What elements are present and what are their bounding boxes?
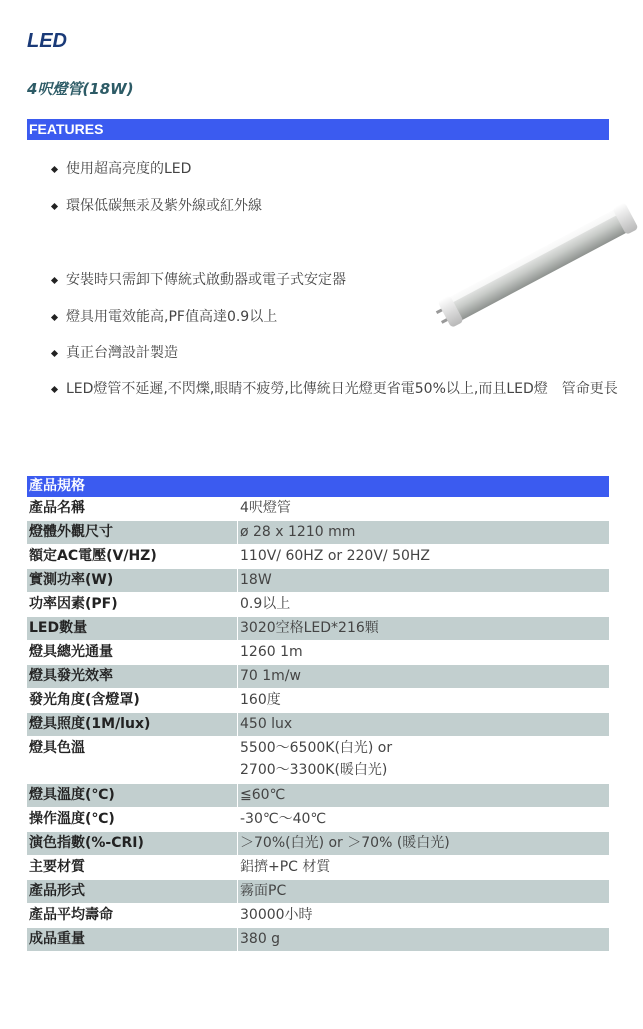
spec-value: 380 g [238, 928, 610, 952]
bullet-icon [51, 314, 58, 321]
page-title: LED [27, 30, 67, 52]
table-row [27, 928, 609, 952]
features-header: FEATURES [27, 119, 609, 140]
spec-value: 0.9以上 [238, 593, 610, 617]
spec-value: 18W [238, 569, 610, 593]
table-row [27, 521, 609, 545]
table-row [27, 737, 609, 784]
spec-value: 450 lux [238, 713, 610, 737]
spec-label: 產品名稱 [27, 497, 238, 521]
feature-text: 安裝時只需卸下傳統式啟動器或電子式安定器 [66, 272, 346, 288]
spec-value: 160度 [238, 689, 610, 713]
table-row [27, 545, 609, 569]
spec-label: 燈具色溫 [27, 737, 238, 784]
table-row [27, 689, 609, 713]
spec-label: 實測功率(W) [27, 569, 238, 593]
feature-text: 燈具用電效能高,PF值高達0.9以上 [66, 309, 278, 325]
spec-label: 發光角度(含燈罩) [27, 689, 238, 713]
spec-value: 鋁擠+PC 材質 [238, 856, 610, 880]
spec-value: ＞70%(白光) or ＞70% (暖白光) [238, 832, 610, 856]
spec-label: 操作溫度(℃) [27, 808, 238, 832]
feature-text: 環保低碳無汞及紫外線或紅外線 [66, 198, 262, 214]
product-subtitle: 4呎燈管(18W) [27, 80, 134, 98]
spec-value: 110V/ 60HZ or 220V/ 50HZ [238, 545, 610, 569]
spec-label: 主要材質 [27, 856, 238, 880]
table-row [27, 808, 609, 832]
spec-label: 演色指數(%-CRI) [27, 832, 238, 856]
spec-label: 燈具照度(1M/lux) [27, 713, 238, 737]
spec-label: 燈具溫度(℃) [27, 784, 238, 808]
spec-label: 燈具總光通量 [27, 641, 238, 665]
feature-text: 真正台灣設計製造 [66, 345, 178, 361]
spec-table [27, 497, 609, 952]
bullet-icon [51, 203, 58, 210]
feature-text: LED燈管不延遲,不閃爍,眼睛不疲勞,比傳統日光燈更省電50%以上,而且LED燈 管命更長 [66, 381, 618, 397]
bullet-icon [51, 386, 58, 393]
spec-value: ø 28 x 1210 mm [238, 521, 610, 545]
table-row [27, 569, 609, 593]
table-row [27, 904, 609, 928]
spec-value-line: 2700～3300K(暖白光) [240, 762, 388, 778]
spec-value: ≦60℃ [238, 784, 610, 808]
spec-value: 霧面PC [238, 880, 610, 904]
led-tube-image [428, 190, 643, 340]
spec-label: 功率因素(PF) [27, 593, 238, 617]
table-row [27, 665, 609, 689]
spec-value: 3020空格LED*216顆 [238, 617, 610, 641]
spec-value: -30℃～40℃ [238, 808, 610, 832]
spec-value: 4呎燈管 [238, 497, 610, 521]
spec-header: 產品規格 [27, 476, 609, 497]
table-row [27, 784, 609, 808]
spec-value: 30000小時 [238, 904, 610, 928]
spec-value: 1260 1m [238, 641, 610, 665]
table-row [27, 497, 609, 521]
table-row [27, 832, 609, 856]
spec-label: 額定AC電壓(V/HZ) [27, 545, 238, 569]
spec-value-line: 5500～6500K(白光) or [240, 740, 393, 756]
bullet-icon [51, 166, 58, 173]
spec-label: 成品重量 [27, 928, 238, 952]
spec-label: 燈具發光效率 [27, 665, 238, 689]
spec-value: 70 1m/w [238, 665, 610, 689]
spec-label: 產品平均壽命 [27, 904, 238, 928]
bullet-icon [51, 350, 58, 357]
table-row [27, 641, 609, 665]
table-row [27, 880, 609, 904]
table-row [27, 593, 609, 617]
bullet-icon [51, 277, 58, 284]
spec-label: 燈體外觀尺寸 [27, 521, 238, 545]
feature-text: 使用超高亮度的LED [66, 161, 192, 177]
table-row [27, 856, 609, 880]
table-row [27, 617, 609, 641]
table-row [27, 713, 609, 737]
spec-label: LED數量 [27, 617, 238, 641]
spec-value [238, 737, 610, 784]
spec-label: 產品形式 [27, 880, 238, 904]
